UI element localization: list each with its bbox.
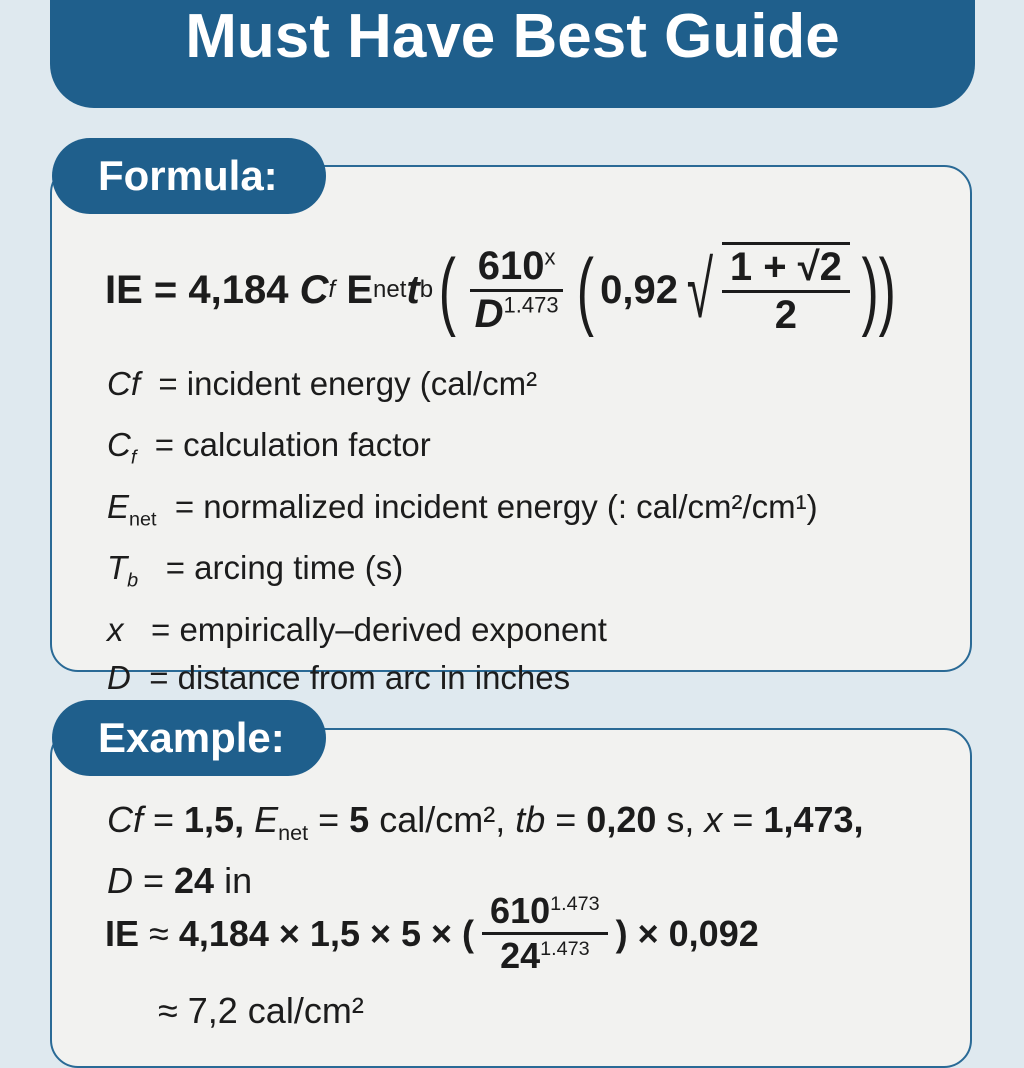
eq-den-exp: 1.473 <box>503 292 559 318</box>
eq-fraction <box>470 244 564 337</box>
eq-tb: t <box>406 267 420 312</box>
example-result: ≈ 7,2 cal/cm² <box>158 990 364 1031</box>
eq-sign: = <box>153 267 178 312</box>
example-heading <box>52 700 326 776</box>
example-line-2: D = 24 in <box>107 860 253 902</box>
definition-item: $C_f$ = calculation factor <box>107 426 431 469</box>
calc-expr: 4,184 × 1,5 × 5 × ( <box>178 912 475 954</box>
calc-approx: ≈ <box>149 912 169 954</box>
eq-sq-num: 1 + √2 <box>722 245 850 293</box>
calc-tail: ) × 0,092 <box>615 912 759 954</box>
calc-fraction: $\frac{610^{1.473}}{24^{1.473}}$ <box>482 890 608 977</box>
eq-tb-sub: b <box>419 276 434 303</box>
eq-cf: C <box>299 267 329 312</box>
page-title: Must Have Best Guide <box>185 2 840 71</box>
eq-lhs: IE <box>105 267 143 312</box>
paren-open-2: ( <box>577 242 595 338</box>
formula-equation <box>105 240 907 340</box>
paren-close: )) <box>861 242 896 338</box>
eq-factor: 0,92 <box>600 267 678 312</box>
example-heading-label: Example: <box>98 714 285 761</box>
eq-sqrt: √ $\frac{1 + √2}{2}$ <box>678 242 850 338</box>
example-calculation <box>105 890 759 977</box>
definitions-list <box>107 360 818 703</box>
example-given <box>107 796 864 905</box>
formula-heading-label: Formula: <box>98 152 278 199</box>
paren-open: ( <box>438 242 456 338</box>
eq-enet-sub: net <box>373 276 407 303</box>
eq-num-exp: x <box>544 244 556 270</box>
eq-cf-sub: f <box>328 276 336 303</box>
eq-enet: E <box>346 267 374 312</box>
definition-item: $T_b$ = arcing time (s) <box>107 549 404 592</box>
formula-heading <box>52 138 326 214</box>
definition-item: D = distance from arc in inches <box>107 659 571 697</box>
eq-den: D <box>474 291 504 336</box>
definition-item: Cf = incident energy (cal/cm² <box>107 365 538 402</box>
eq-num: 610 <box>477 243 545 288</box>
eq-coef: 4,184 <box>188 267 289 312</box>
calc-lhs: IE <box>105 912 140 954</box>
definition-item: x = empirically–derived exponent <box>107 610 607 648</box>
title-banner <box>50 0 975 108</box>
eq-sq-den: 2 <box>774 293 798 337</box>
example-line-1: Cf = 1,5, $E_{net} = 5$ cal/cm², tb = 0,20 s, x = 1,473, <box>107 799 864 846</box>
definition-item: $E_{net}$ = normalized incident energy (: cal/cm²/cm¹) <box>107 487 818 531</box>
